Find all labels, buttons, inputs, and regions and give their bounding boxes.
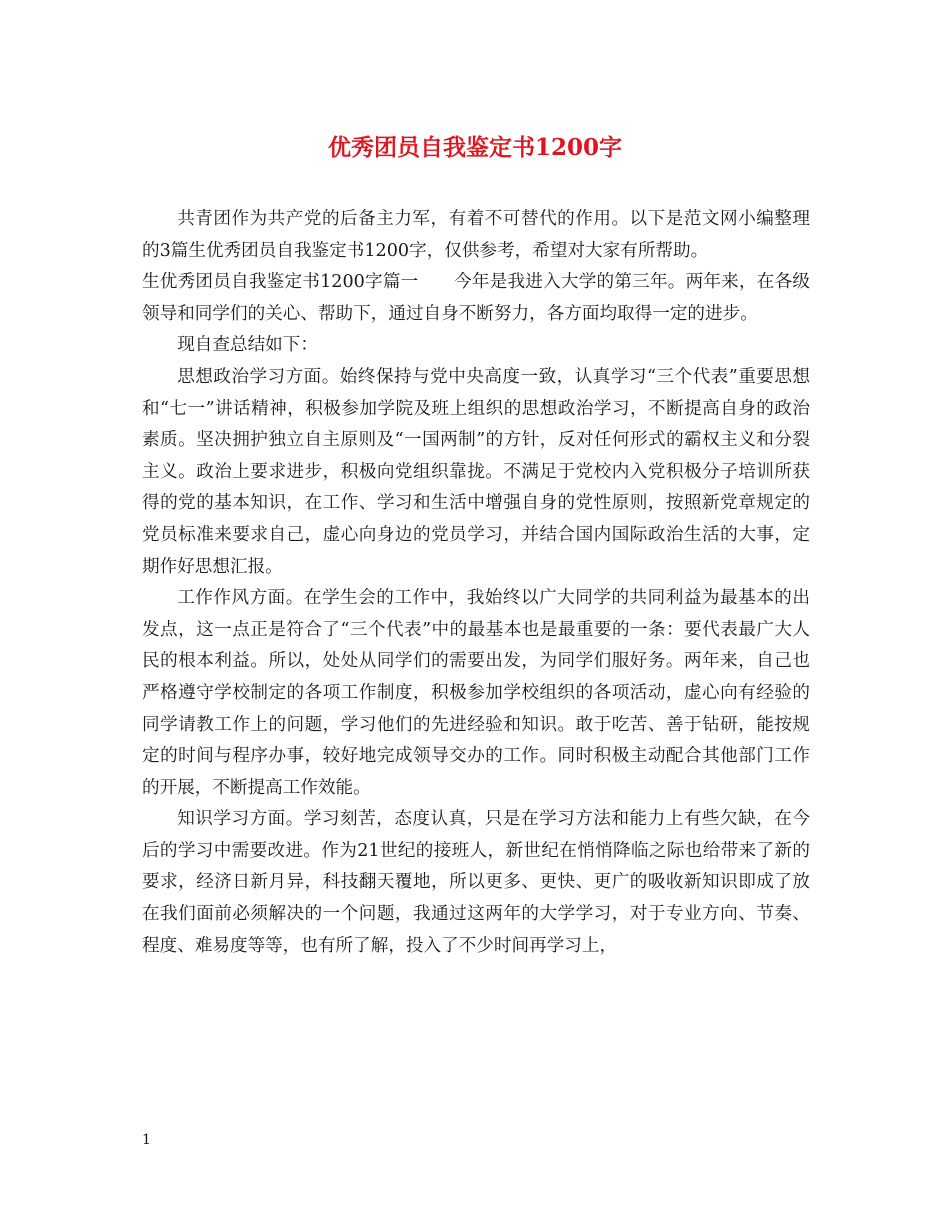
document-title: 优秀团员自我鉴定书1200字 xyxy=(327,134,622,161)
page-number: 1 xyxy=(142,1132,151,1148)
paragraph-work-style: 工作作风方面。在学生会的工作中，我始终以广大同学的共同利益为最基本的出发点，这一点正是符合了“三个代表”中的最基本也是最重要的一条：要代表最广大人民的根本利益。所以，处处从同学们的需要出发，为同学们服好务。两年来，自己也严格遵守学校制定的各项工作制度，积极参加学校组织的各项活动，虚心向有经验的同学请教工作上的问题，学习他们的先进经验和知识。敢于吃苦、善于钻研，能按规定的时间与程序办事，较好地完成领导交办的工作。同时积极主动配合其他部门工作的开展，不断提高工作效能。 xyxy=(142,588,810,798)
paragraph-knowledge-study: 知识学习方面。学习刻苦，态度认真，只是在学习方法和能力上有些欠缺，在今后的学习中需要改进。作为21世纪的接班人，新世纪在悄悄降临之际也给带来了新的要求，经济日新月异，科技翻天覆地，所以更多、更快、更广的吸收新知识即成了放在我们面前必须解决的一个问题，我通过这两年的大学学习，对于专业方向、节奏、程度、难易度等等，也有所了解，投入了不少时间再学习上， xyxy=(142,809,810,956)
paragraph-summary-lead: 现自查总结如下： xyxy=(177,335,318,356)
paragraph-intro: 共青团作为共产党的后备主力军，有着不可替代的作用。以下是范文网小编整理的3篇生优秀团员自我鉴定书1200字，仅供参考，希望对大家有所帮助。 xyxy=(142,209,810,261)
paragraph-political-study: 思想政治学习方面。始终保持与党中央高度一致，认真学习“三个代表”重要思想和“七一”讲话精神，积极参加学院及班上组织的思想政治学习，不断提高自身的政治素质。坚决拥护独立自主原则及“一国两制”的方针，反对任何形式的霸权主义和分裂主义。政治上要求进步，积极向党组织靠拢。不满足于党校内入党积极分子培训所获得的党的基本知识，在工作、学习和生活中增强自身的党性原则，按照新党章规定的党员标准来要求自己，虚心向身边的党员学习，并结合国内国际政治生活的大事，定期作好思想汇报。 xyxy=(142,366,810,577)
document-body xyxy=(142,204,810,962)
paragraph-section-one-heading: 生优秀团员自我鉴定书1200字篇一 今年是我进入大学的第三年。两年来，在各级领导和同学们的关心、帮助下，通过自身不断努力，各方面均取得一定的进步。 xyxy=(142,272,810,324)
